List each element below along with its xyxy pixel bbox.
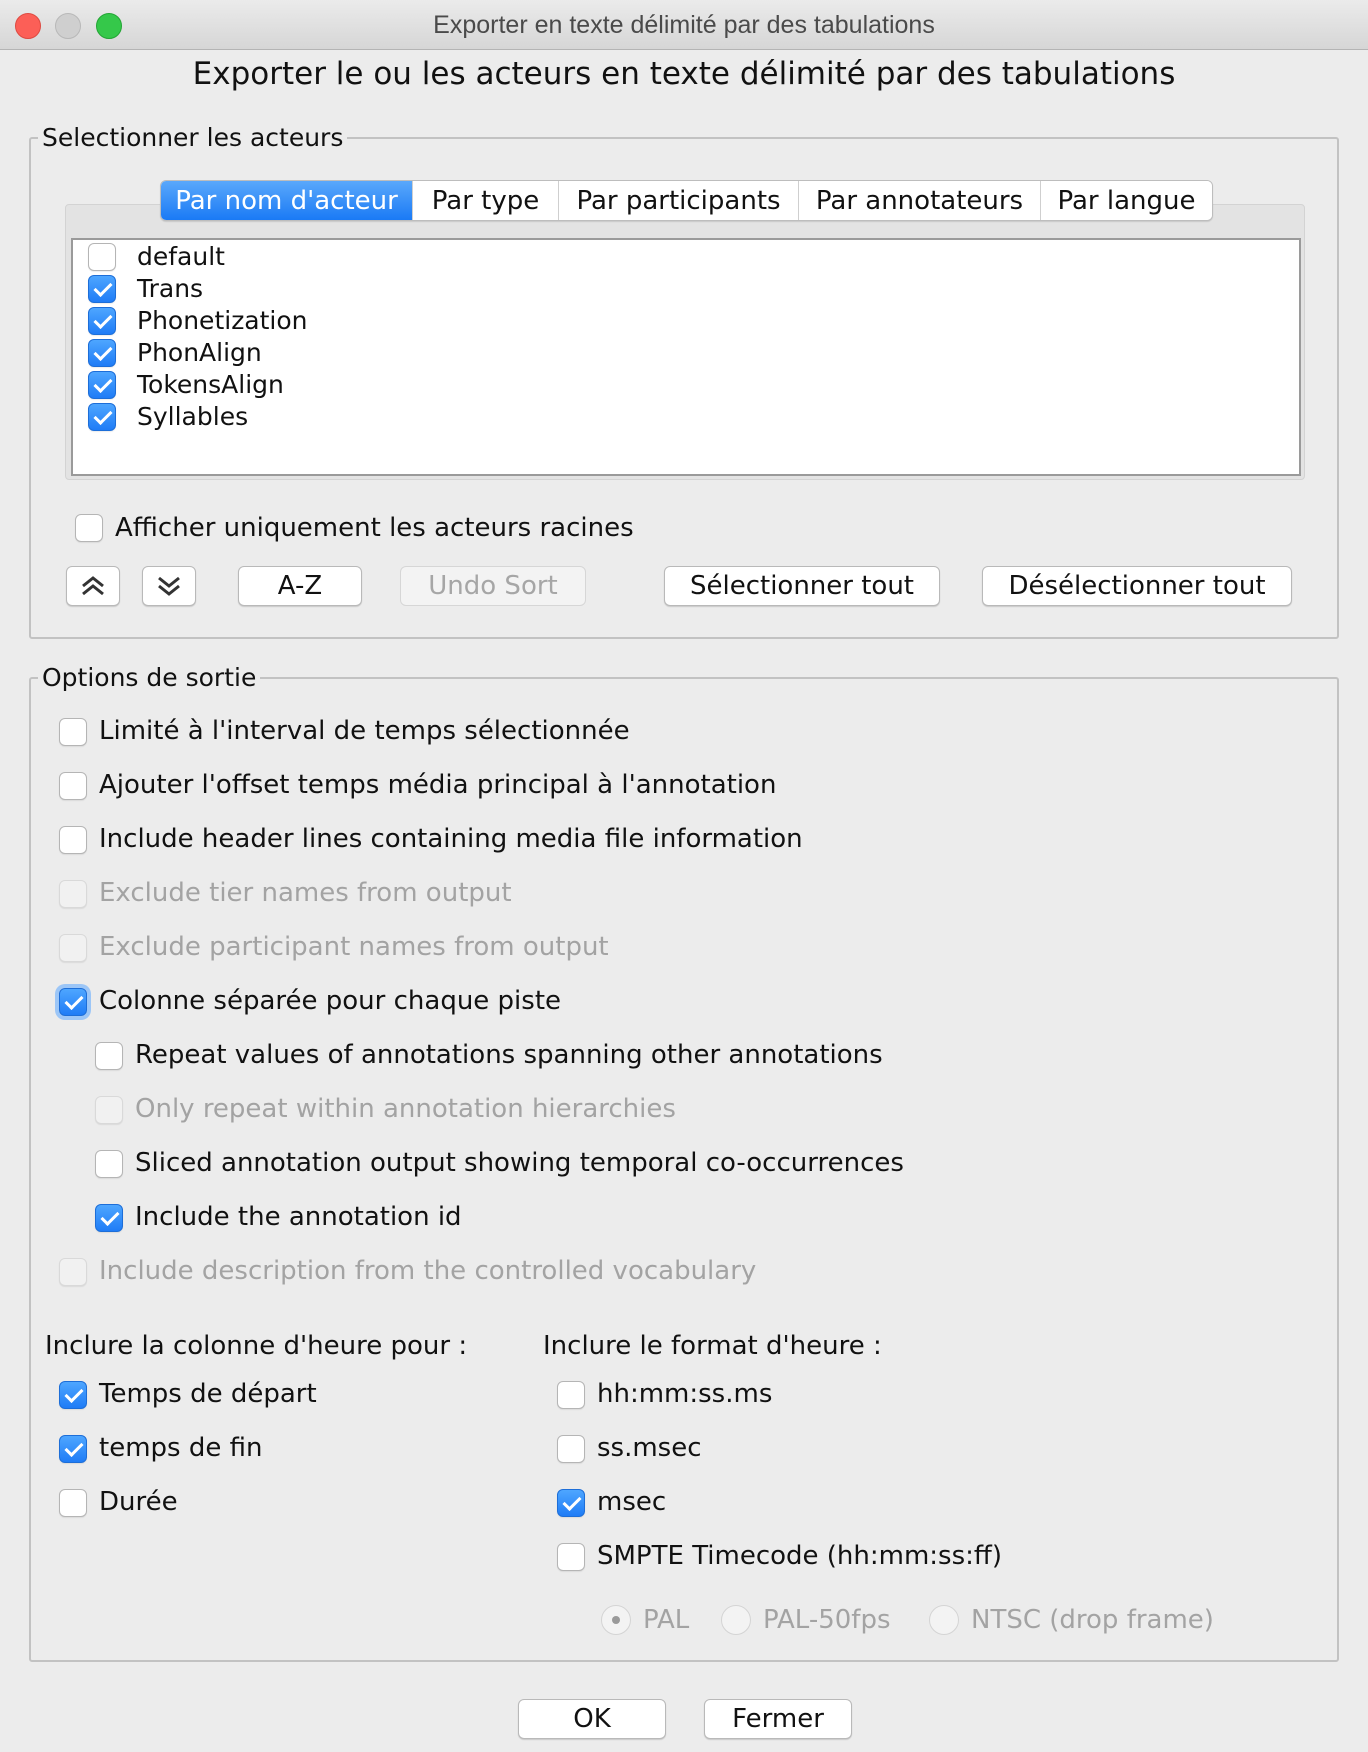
actor-label: PhonAlign [137,338,262,367]
root-actors-only-label: Afficher uniquement les acteurs racines [115,513,634,543]
output-options-group-title: Options de sortie [38,663,260,692]
chevron-double-up-icon [80,575,106,597]
tab-by-annotators[interactable]: Par annotateurs [799,181,1041,220]
time-format-checkbox-ssmsec[interactable] [557,1435,585,1463]
option-checkbox-exclude-participant-names[interactable] [59,934,87,962]
actor-checkbox-trans[interactable] [88,275,116,303]
actor-filter-tabs [160,180,1213,221]
move-up-button[interactable] [66,566,120,606]
option-label: Sliced annotation output showing temporal co-occurrences [135,1148,904,1178]
smpte-radio-pal[interactable] [601,1605,631,1635]
time-format-checkbox-msec[interactable] [557,1489,585,1517]
time-format-label: SMPTE Timecode (hh:mm:ss:ff) [597,1541,1002,1571]
time-columns-heading: Inclure la colonne d'heure pour : [45,1331,468,1361]
option-label: Include description from the controlled vocabulary [99,1256,757,1286]
actor-label: Trans [137,274,204,303]
option-label: Ajouter l'offset temps média principal à l'annotation [99,770,777,800]
actor-label: default [137,242,225,271]
tab-by-language[interactable]: Par langue [1041,181,1212,220]
ok-button[interactable]: OK [518,1699,666,1739]
actors-group-title: Selectionner les acteurs [38,123,347,152]
option-label: Only repeat within annotation hierarchies [135,1094,676,1124]
actor-label: Phonetization [137,306,308,335]
option-checkbox-exclude-tier-names[interactable] [59,880,87,908]
smpte-radio-label: NTSC (drop frame) [971,1605,1214,1635]
chevron-double-down-icon [156,575,182,597]
option-checkbox-only-repeat-within-hierarchies[interactable] [95,1096,123,1124]
actor-checkbox-syllables[interactable] [88,403,116,431]
smpte-radio-label: PAL-50fps [763,1605,891,1635]
window-title: Exporter en texte délimité par des tabulations [433,11,935,39]
actor-checkbox-phonalign[interactable] [88,339,116,367]
actor-checkbox-default[interactable] [88,243,116,271]
sort-az-button[interactable]: A-Z [238,566,362,606]
option-label: Include header lines containing media file information [99,824,803,854]
option-checkbox-repeat-values[interactable] [95,1042,123,1070]
tab-by-participants[interactable]: Par participants [559,181,799,220]
option-checkbox-limit-selected-interval[interactable] [59,718,87,746]
option-checkbox-add-media-offset[interactable] [59,772,87,800]
time-column-checkbox-duration[interactable] [59,1489,87,1517]
option-checkbox-sliced-annotation-output[interactable] [95,1150,123,1178]
option-checkbox-include-header-lines[interactable] [59,826,87,854]
tab-by-actor-name[interactable]: Par nom d'acteur [161,181,413,220]
root-actors-only-checkbox[interactable] [75,514,103,542]
time-format-checkbox-hhmmssms[interactable] [557,1381,585,1409]
time-format-heading: Inclure le format d'heure : [543,1331,882,1361]
option-label: Repeat values of annotations spanning other annotations [135,1040,883,1070]
actor-checkbox-tokensalign[interactable] [88,371,116,399]
deselect-all-button[interactable]: Désélectionner tout [982,566,1292,606]
time-format-label: msec [597,1487,667,1517]
smpte-radio-pal-50fps[interactable] [721,1605,751,1635]
time-column-label: Temps de départ [99,1379,317,1409]
move-down-button[interactable] [142,566,196,606]
actor-checkbox-phonetization[interactable] [88,307,116,335]
time-format-label: hh:mm:ss.ms [597,1379,773,1409]
option-checkbox-include-cv-description[interactable] [59,1258,87,1286]
select-all-button[interactable]: Sélectionner tout [664,566,940,606]
option-label: Colonne séparée pour chaque piste [99,986,562,1016]
option-checkbox-separate-column-per-tier[interactable] [59,988,87,1016]
smpte-radio-label: PAL [643,1605,690,1635]
time-column-checkbox-end[interactable] [59,1435,87,1463]
smpte-radio-ntsc-drop-frame[interactable] [929,1605,959,1635]
time-format-checkbox-smpte[interactable] [557,1543,585,1571]
option-checkbox-include-annotation-id[interactable] [95,1204,123,1232]
time-format-label: ss.msec [597,1433,702,1463]
time-column-label: Durée [99,1487,178,1517]
time-column-label: temps de fin [99,1433,263,1463]
dialog-heading: Exporter le ou les acteurs en texte délimité par des tabulations [192,56,1176,92]
undo-sort-button[interactable]: Undo Sort [400,566,586,606]
actor-label: Syllables [137,402,249,431]
close-button[interactable]: Fermer [704,1699,852,1739]
option-label: Limité à l'interval de temps sélectionnée [99,716,630,746]
option-label: Include the annotation id [135,1202,462,1232]
time-column-checkbox-start[interactable] [59,1381,87,1409]
tab-by-type[interactable]: Par type [413,181,559,220]
option-label: Exclude participant names from output [99,932,609,962]
option-label: Exclude tier names from output [99,878,512,908]
actor-label: TokensAlign [137,370,284,399]
